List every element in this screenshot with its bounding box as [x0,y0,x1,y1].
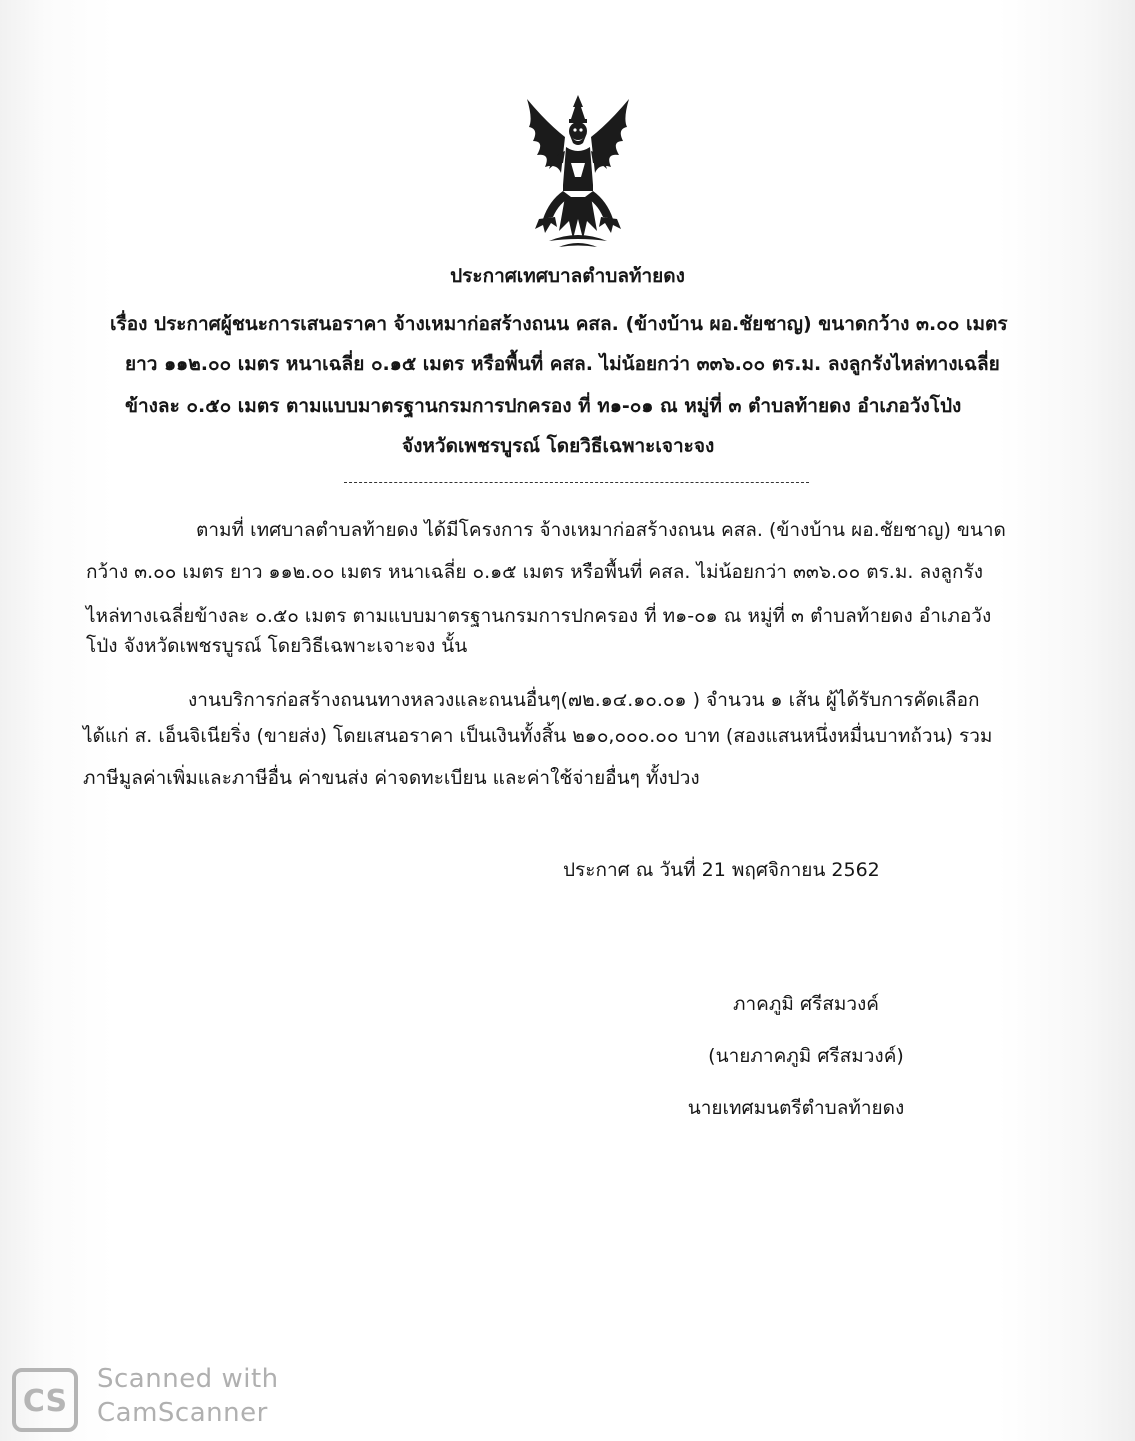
subject-line-2: ยาว ๑๑๒.๐๐ เมตร หนาเฉลี่ย ๐.๑๕ เมตร หรือพื้นที่ คสล. ไม่น้อยกว่า ๓๓๖.๐๐ ตร.ม. ลงลูกรังไหล่ทางเฉลี่ย [125,353,1000,375]
signature: ภาคภูมิ ศรีสมวงค์ [732,993,880,1015]
camscanner-logo-icon [12,1368,78,1432]
camscanner-logo-text: CS [22,1384,68,1419]
watermark-line-2: CamScanner [97,1398,268,1428]
signer-position: นายเทศมนตรีตำบลท้ายดง [687,1097,905,1119]
paragraph-1-line-3: ไหล่ทางเฉลี่ยข้างละ ๐.๕๐ เมตร ตามแบบมาตรฐานกรมการปกครอง ที่ ท๑-๐๑ ณ หมู่ที่ ๓ ตำบลท้ายดง อำเภอวัง [86,605,992,627]
paragraph-2-line-1: งานบริการก่อสร้างถนนทางหลวงและถนนอื่นๆ(๗๒.๑๔.๑๐.๐๑ ) จำนวน ๑ เส้น ผู้ได้รับการคัดเลือก [188,689,980,711]
signer-name: (นายภาคภูมิ ศรีสมวงค์) [708,1045,904,1067]
watermark-line-1: Scanned with [97,1364,279,1394]
subject-line-4: จังหวัดเพชรบูรณ์ โดยวิธีเฉพาะเจาะจง [402,435,715,457]
subject-line-1: เรื่อง ประกาศผู้ชนะการเสนอราคา จ้างเหมาก่อสร้างถนน คสล. (ข้างบ้าน ผอ.ชัยชาญ) ขนาดกว้าง ๓.๐๐ เมตร [110,313,1008,335]
announcement-date: ประกาศ ณ วันที่ 21 พฤศจิกายน 2562 [563,859,880,881]
paragraph-1-line-2: กว้าง ๓.๐๐ เมตร ยาว ๑๑๒.๐๐ เมตร หนาเฉลี่ย ๐.๑๕ เมตร หรือพื้นที่ คสล. ไม่น้อยกว่า ๓๓๖.๐๐ ตร.ม. ลงลูกรัง [86,561,983,583]
garuda-emblem-icon [519,93,637,251]
subject-line-3: ข้างละ ๐.๕๐ เมตร ตามแบบมาตรฐานกรมการปกครอง ที่ ท๑-๐๑ ณ หมู่ที่ ๓ ตำบลท้ายดง อำเภอวังโป่ง [125,395,962,417]
paragraph-1-line-4: โป่ง จังหวัดเพชรบูรณ์ โดยวิธีเฉพาะเจาะจง นั้น [86,635,468,657]
paragraph-1-line-1: ตามที่ เทศบาลตำบลท้ายดง ได้มีโครงการ จ้างเหมาก่อสร้างถนน คสล. (ข้างบ้าน ผอ.ชัยชาญ) ขนาด [196,519,1006,541]
paragraph-2-line-2: ได้แก่ ส. เอ็นจิเนียริ่ง (ขายส่ง) โดยเสนอราคา เป็นเงินทั้งสิ้น ๒๑๐,๐๐๐.๐๐ บาท (สองแสนหนึ่งหมื่นบาทถ้วน) รวม [83,725,993,747]
header-divider [344,482,809,483]
document-title: ประกาศเทศบาลตำบลท้ายดง [450,265,685,287]
paragraph-2-line-3: ภาษีมูลค่าเพิ่มและภาษีอื่น ค่าขนส่ง ค่าจดทะเบียน และค่าใช้จ่ายอื่นๆ ทั้งปวง [83,767,700,789]
